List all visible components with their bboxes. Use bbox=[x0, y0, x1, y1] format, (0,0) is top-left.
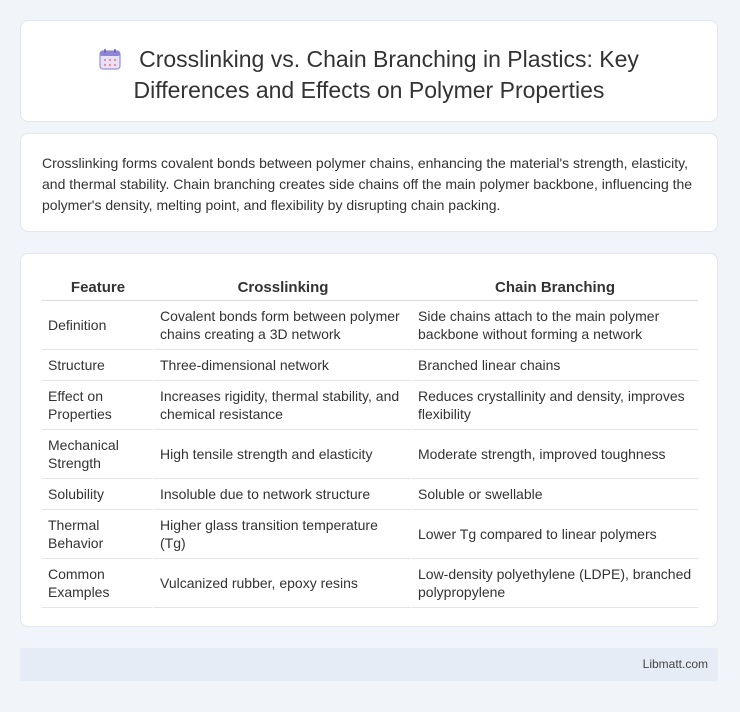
feature-cell: Solubility bbox=[42, 479, 154, 510]
table-row bbox=[42, 430, 698, 479]
footer-site-link[interactable]: Libmatt.com bbox=[642, 657, 708, 671]
crosslinking-cell: Three-dimensional network bbox=[154, 350, 412, 381]
table-row bbox=[42, 381, 698, 430]
feature-cell: Mechanical Strength bbox=[42, 430, 154, 479]
branching-cell: Lower Tg compared to linear polymers bbox=[412, 510, 698, 559]
intro-card bbox=[20, 133, 718, 232]
table-row bbox=[42, 350, 698, 381]
table-header-row bbox=[42, 271, 698, 301]
feature-cell: Common Examples bbox=[42, 559, 154, 608]
crosslinking-cell: Increases rigidity, thermal stability, and chemical resistance bbox=[154, 381, 412, 430]
table-row bbox=[42, 510, 698, 559]
crosslinking-cell: Insoluble due to network structure bbox=[154, 479, 412, 510]
crosslinking-cell: Covalent bonds form between polymer chains creating a 3D network bbox=[154, 301, 412, 350]
table-card bbox=[20, 253, 718, 627]
feature-cell: Effect on Properties bbox=[42, 381, 154, 430]
branching-cell: Branched linear chains bbox=[412, 350, 698, 381]
table-row bbox=[42, 479, 698, 510]
header-crosslinking: Crosslinking bbox=[154, 271, 412, 301]
branching-cell: Low-density polyethylene (LDPE), branched polypropylene bbox=[412, 559, 698, 608]
branching-cell: Moderate strength, improved toughness bbox=[412, 430, 698, 479]
header-feature: Feature bbox=[42, 271, 154, 301]
page-title bbox=[51, 45, 687, 104]
page-title-text: Crosslinking vs. Chain Branching in Plastics: Key Differences and Effects on Polymer Properties bbox=[133, 46, 639, 103]
comparison-table bbox=[42, 271, 698, 608]
intro-paragraph: Crosslinking forms covalent bonds between polymer chains, enhancing the material's strength, elasticity, and thermal stability. Chain branching creates side chains off the main polymer backbone, influencing the polymer's density, melting point, and flexibility by disrupting chain packing. bbox=[42, 155, 693, 213]
branching-cell: Soluble or swellable bbox=[412, 479, 698, 510]
calendar-icon bbox=[99, 48, 121, 76]
branching-cell: Side chains attach to the main polymer backbone without forming a network bbox=[412, 301, 698, 350]
table-row bbox=[42, 301, 698, 350]
branching-cell: Reduces crystallinity and density, improves flexibility bbox=[412, 381, 698, 430]
feature-cell: Structure bbox=[42, 350, 154, 381]
feature-cell: Thermal Behavior bbox=[42, 510, 154, 559]
feature-cell: Definition bbox=[42, 301, 154, 350]
crosslinking-cell: Vulcanized rubber, epoxy resins bbox=[154, 559, 412, 608]
header-chain-branching: Chain Branching bbox=[412, 271, 698, 301]
table-row bbox=[42, 559, 698, 608]
footer-bar bbox=[20, 648, 718, 681]
crosslinking-cell: Higher glass transition temperature (Tg) bbox=[154, 510, 412, 559]
title-card bbox=[20, 20, 718, 122]
crosslinking-cell: High tensile strength and elasticity bbox=[154, 430, 412, 479]
